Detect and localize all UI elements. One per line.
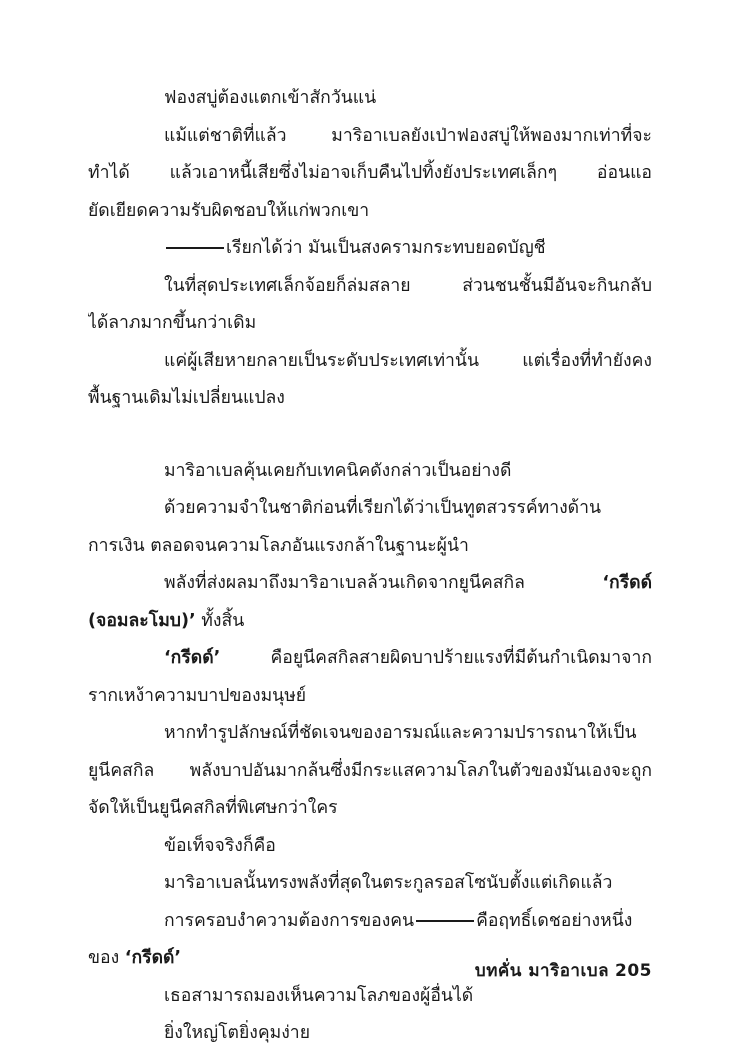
- page-footer: [469, 956, 652, 986]
- text-line: ได้ลาภมากขึ้นกว่าเดิม: [88, 313, 257, 333]
- text-line: ยูนีคสกิล พลังบาปอันมากล้นซึ่งมีกระแสความโลภในตัวของมันเองจะถูก: [88, 760, 652, 781]
- em-dash-rule: [416, 920, 474, 922]
- body-text: [88, 80, 652, 1053]
- text-line: แม้แต่ชาติที่แล้ว มาริอาเบลยังเป่าฟองสบู่ให้พองมากเท่าที่จะ: [164, 125, 652, 146]
- skill-name: (จอมละโมบ)’: [88, 610, 196, 631]
- skill-name: ‘กรีดด์’: [164, 648, 221, 668]
- text-line: ฟองสบู่ต้องแตกเข้าสักวันแน่: [164, 88, 377, 108]
- text-line: ยัดเยียดความรับผิดชอบให้แก่พวกเขา: [88, 200, 370, 221]
- em-dash-rule: [166, 247, 224, 249]
- text-line: ข้อเท็จจริงก็คือ: [164, 835, 276, 856]
- text-line: การเงิน ตลอดจนความโลภอันแรงกล้าในฐานะผู้นำ: [88, 535, 469, 556]
- text-line: เธอสามารถมองเห็นความโลภของผู้อื่นได้: [164, 985, 474, 1006]
- skill-name: ‘กรีดด์’: [124, 948, 182, 968]
- text-line: จัดให้เป็นยูนีคสกิลที่พิเศษกว่าใคร: [88, 798, 338, 818]
- skill-name: ‘กรีดด์: [602, 573, 652, 593]
- text-line: ของ ‘กรีดด์’: [88, 948, 182, 968]
- text-line: พื้นฐานเดิมไม่เปลี่ยนแปลง: [88, 388, 285, 408]
- paragraph-gap: [88, 418, 652, 453]
- text-line: มาริอาเบลนั้นทรงพลังที่สุดในตระกูลรอสโซนับตั้งแต่เกิดแล้ว: [164, 873, 613, 893]
- text-line: ยิ่งใหญ่โตยิ่งคุมง่าย: [164, 1023, 310, 1043]
- text-line: รากเหง้าความบาปของมนุษย์: [88, 685, 307, 706]
- text-line: การครอบงำความต้องการของคน คือฤทธิ์เดชอย่างหนึ่ง: [164, 910, 633, 931]
- text-line: พลังที่ส่งผลมาถึงมาริอาเบลล้วนเกิดจากยูนีคสกิล ‘กรีดด์: [164, 573, 652, 593]
- chapter-title: บทคั่น มาริอาเบล: [474, 961, 609, 981]
- text-line: ด้วยความจำในชาติก่อนที่เรียกได้ว่าเป็นทูตสวรรค์ทางด้าน: [164, 498, 602, 518]
- text-line: ‘กรีดด์’ คือยูนีคสกิลสายผิดบาปร้ายแรงที่มีต้นกำเนิดมาจาก: [164, 648, 652, 668]
- text-line: แค่ผู้เสียหายกลายเป็นระดับประเทศเท่านั้น แต่เรื่องที่ทำยังคง: [164, 350, 652, 371]
- text-line: ทำได้ แล้วเอาหนี้เสียซึ่งไม่อาจเก็บคืนไปทิ้งยังประเทศเล็กๆ อ่อนแอ: [88, 163, 652, 183]
- text-line: (จอมละโมบ)’ ทั้งสิ้น: [88, 610, 245, 631]
- page-number: 205: [615, 961, 652, 981]
- text-line: หากทำรูปลักษณ์ที่ชัดเจนของอารมณ์และความปรารถนาให้เป็น: [164, 723, 637, 743]
- text-line: ในที่สุดประเทศเล็กจ้อยก็ล่มสลาย ส่วนชนชั้นมีอันจะกินกลับ: [164, 275, 652, 296]
- text-line: เรียกได้ว่า มันเป็นสงครามกระทบยอดบัญชี: [88, 230, 652, 268]
- text-line: มาริอาเบลคุ้นเคยกับเทคนิคดังกล่าวเป็นอย่างดี: [164, 460, 512, 481]
